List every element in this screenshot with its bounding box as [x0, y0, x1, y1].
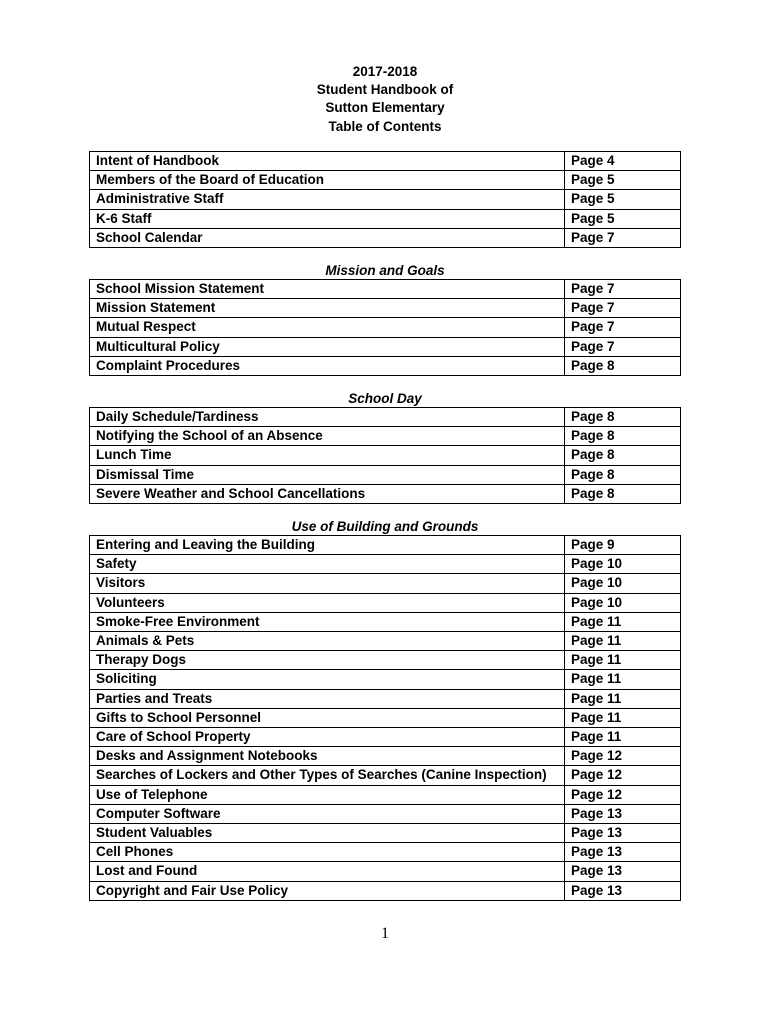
table-row [90, 766, 681, 785]
toc-page: Page 12 [565, 766, 681, 785]
page-number: 1 [381, 925, 389, 942]
toc-entry: Care of School Property [90, 728, 565, 747]
toc-page: Page 9 [565, 536, 681, 555]
toc-entry: Administrative Staff [90, 190, 565, 209]
table-row [90, 881, 681, 900]
toc-page: Page 8 [565, 356, 681, 375]
toc-page: Page 8 [565, 484, 681, 503]
toc-table-mission-goals [89, 279, 681, 376]
table-row [90, 689, 681, 708]
toc-page: Page 11 [565, 670, 681, 689]
table-row [90, 171, 681, 190]
toc-entry: Daily Schedule/Tardiness [90, 408, 565, 427]
toc-table-building-grounds [89, 535, 681, 901]
table-row [90, 209, 681, 228]
table-row [90, 728, 681, 747]
toc-entry: Parties and Treats [90, 689, 565, 708]
toc-page: Page 10 [565, 574, 681, 593]
toc-entry: Desks and Assignment Notebooks [90, 747, 565, 766]
toc-page: Page 5 [565, 209, 681, 228]
table-row [90, 824, 681, 843]
toc-entry: Dismissal Time [90, 465, 565, 484]
table-row [90, 574, 681, 593]
section-heading-mission-goals: Mission and Goals [325, 263, 445, 278]
table-row [90, 280, 681, 299]
table-row [90, 555, 681, 574]
table-row [90, 337, 681, 356]
toc-entry: Mutual Respect [90, 318, 565, 337]
table-row [90, 536, 681, 555]
toc-entry: Safety [90, 555, 565, 574]
toc-page: Page 5 [565, 171, 681, 190]
toc-page: Page 11 [565, 728, 681, 747]
toc-page: Page 11 [565, 708, 681, 727]
table-row [90, 190, 681, 209]
toc-page: Page 13 [565, 824, 681, 843]
toc-entry: Soliciting [90, 670, 565, 689]
toc-entry: School Calendar [90, 228, 565, 247]
toc-entry: Multicultural Policy [90, 337, 565, 356]
toc-page: Page 11 [565, 651, 681, 670]
table-row [90, 632, 681, 651]
toc-entry: Copyright and Fair Use Policy [90, 881, 565, 900]
toc-entry: Searches of Lockers and Other Types of Searches (Canine Inspection) [90, 766, 565, 785]
toc-table-school-day [89, 407, 681, 504]
toc-entry: Lunch Time [90, 446, 565, 465]
toc-entry: Severe Weather and School Cancellations [90, 484, 565, 503]
table-row [90, 651, 681, 670]
title-toc: Table of Contents [328, 118, 442, 134]
table-row [90, 446, 681, 465]
toc-entry: Lost and Found [90, 862, 565, 881]
toc-page: Page 12 [565, 747, 681, 766]
toc-table-general [89, 151, 681, 248]
toc-entry: Computer Software [90, 804, 565, 823]
toc-page: Page 7 [565, 280, 681, 299]
toc-page: Page 7 [565, 337, 681, 356]
toc-entry: Gifts to School Personnel [90, 708, 565, 727]
table-row [90, 804, 681, 823]
toc-page: Page 11 [565, 689, 681, 708]
table-row [90, 427, 681, 446]
toc-entry: Student Valuables [90, 824, 565, 843]
table-row [90, 708, 681, 727]
table-row [90, 408, 681, 427]
toc-entry: Entering and Leaving the Building [90, 536, 565, 555]
toc-entry: Complaint Procedures [90, 356, 565, 375]
toc-page: Page 11 [565, 612, 681, 631]
toc-page: Page 10 [565, 593, 681, 612]
toc-page: Page 5 [565, 190, 681, 209]
section-heading-building-grounds: Use of Building and Grounds [291, 519, 479, 534]
table-row [90, 228, 681, 247]
table-row [90, 152, 681, 171]
document-title [0, 63, 770, 136]
toc-entry: Intent of Handbook [90, 152, 565, 171]
toc-entry: Animals & Pets [90, 632, 565, 651]
toc-entry: Cell Phones [90, 843, 565, 862]
toc-page: Page 4 [565, 152, 681, 171]
table-row [90, 785, 681, 804]
table-row [90, 862, 681, 881]
table-row [90, 465, 681, 484]
toc-entry: Smoke-Free Environment [90, 612, 565, 631]
toc-entry: School Mission Statement [90, 280, 565, 299]
toc-page: Page 10 [565, 555, 681, 574]
toc-page: Page 13 [565, 843, 681, 862]
toc-page: Page 8 [565, 465, 681, 484]
toc-entry: Volunteers [90, 593, 565, 612]
toc-page: Page 11 [565, 632, 681, 651]
table-row [90, 747, 681, 766]
toc-entry: Use of Telephone [90, 785, 565, 804]
section-heading-school-day: School Day [348, 391, 422, 406]
toc-entry: Mission Statement [90, 299, 565, 318]
toc-page: Page 13 [565, 881, 681, 900]
toc-page: Page 13 [565, 804, 681, 823]
toc-entry: Therapy Dogs [90, 651, 565, 670]
table-row [90, 612, 681, 631]
table-row [90, 670, 681, 689]
table-row [90, 356, 681, 375]
toc-entry: Members of the Board of Education [90, 171, 565, 190]
table-row [90, 299, 681, 318]
table-row [90, 593, 681, 612]
toc-entry: K-6 Staff [90, 209, 565, 228]
toc-page: Page 12 [565, 785, 681, 804]
toc-page: Page 7 [565, 299, 681, 318]
toc-entry: Notifying the School of an Absence [90, 427, 565, 446]
toc-page: Page 8 [565, 446, 681, 465]
toc-page: Page 8 [565, 408, 681, 427]
title-year: 2017-2018 [352, 64, 418, 79]
table-row [90, 318, 681, 337]
toc-page: Page 13 [565, 862, 681, 881]
title-school: Sutton Elementary [325, 100, 445, 116]
title-handbook: Student Handbook of [316, 82, 454, 98]
toc-page: Page 7 [565, 318, 681, 337]
toc-page: Page 8 [565, 427, 681, 446]
table-row [90, 484, 681, 503]
toc-page: Page 7 [565, 228, 681, 247]
table-row [90, 843, 681, 862]
toc-entry: Visitors [90, 574, 565, 593]
